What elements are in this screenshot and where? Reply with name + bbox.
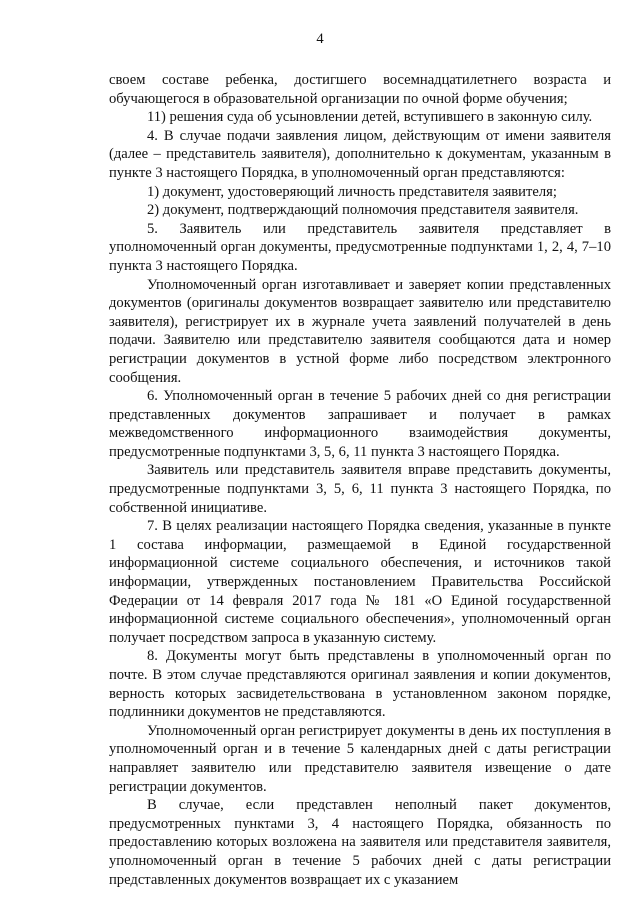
paragraph: своем составе ребенка, достигшего восемнадцатилетнего возраста и обучающегося в образовательной организации по очной форме обучения;	[109, 72, 611, 107]
paragraph: Уполномоченный орган изготавливает и заверяет копии представленных документов (оригиналы документов возвращает заявителю или представителю заявителя), регистрирует их в журнале учета заявлений получателей в день подачи. Заявителю или представителю заявителя сообщаются дата и номер регистрации документов в устной форме либо посредством электронного сообщения.	[109, 276, 611, 386]
paragraph: 11) решения суда об усыновлении детей, вступившего в законную силу.	[147, 109, 593, 126]
paragraph: Уполномоченный орган регистрирует документы в день их поступления в уполномоченный орган и в течение 5 календарных дней с даты регистрации направляет заявителю или представителю заявителя извещение о дате регистрации документов.	[109, 722, 611, 795]
document-body	[109, 71, 611, 889]
paragraph: 6. Уполномоченный орган в течение 5 рабочих дней со дня регистрации представленных документов запрашивает и получает в рамках межведомственного информационного взаимодействия документы, предусмотренные подпунктами 3, 5, 6, 11 пункта 3 настоящего Порядка.	[109, 388, 611, 460]
paragraph: 4. В случае подачи заявления лицом, действующим от имени заявителя (далее – представитель заявителя), дополнительно к документам, указанным в пункте 3 настоящего Порядка, в уполномоченный орган представляются:	[109, 127, 611, 181]
paragraph: 1) документ, удостоверяющий личность представителя заявителя;	[147, 183, 557, 200]
paragraph: 7. В целях реализации настоящего Порядка сведения, указанные в пункте 1 состава информации, размещаемой в Единой государственной информационной системе социального обеспечения, и источников такой информации, утвержденных постановлением Правительства Российской Федерации от 14 февраля 2017 года № 181 «О Единой государственной информационной системе социального обеспечения», уполномоченный орган получает посредством запроса в указанную систему.	[109, 518, 611, 646]
paragraph: 5. Заявитель или представитель заявителя представляет в уполномоченный орган документы, предусмотренные подпунктами 1, 2, 4, 7–10 пункта 3 настоящего Порядка.	[109, 220, 611, 274]
paragraph: 8. Документы могут быть представлены в уполномоченный орган по почте. В этом случае представляются оригинал заявления и копии документов, верность которых засвидетельствована в установленном законом порядке, подлинники документов не представляются.	[109, 648, 611, 721]
paragraph: В случае, если представлен неполный пакет документов, предусмотренных пунктами 3, 4 настоящего Порядка, обязанность по предоставлению которых возложена на заявителя или представителя заявителя, уполномоченный орган в течение 5 рабочих дней с даты регистрации представленных документов возвращает их с указанием	[109, 797, 611, 888]
page-number: 4	[316, 31, 324, 47]
paragraph: Заявитель или представитель заявителя вправе представить документы, предусмотренные подпунктами 3, 5, 6, 11 пункта 3 настоящего Порядка, по собственной инициативе.	[109, 462, 611, 516]
paragraph: 2) документ, подтверждающий полномочия представителя заявителя.	[147, 202, 579, 219]
